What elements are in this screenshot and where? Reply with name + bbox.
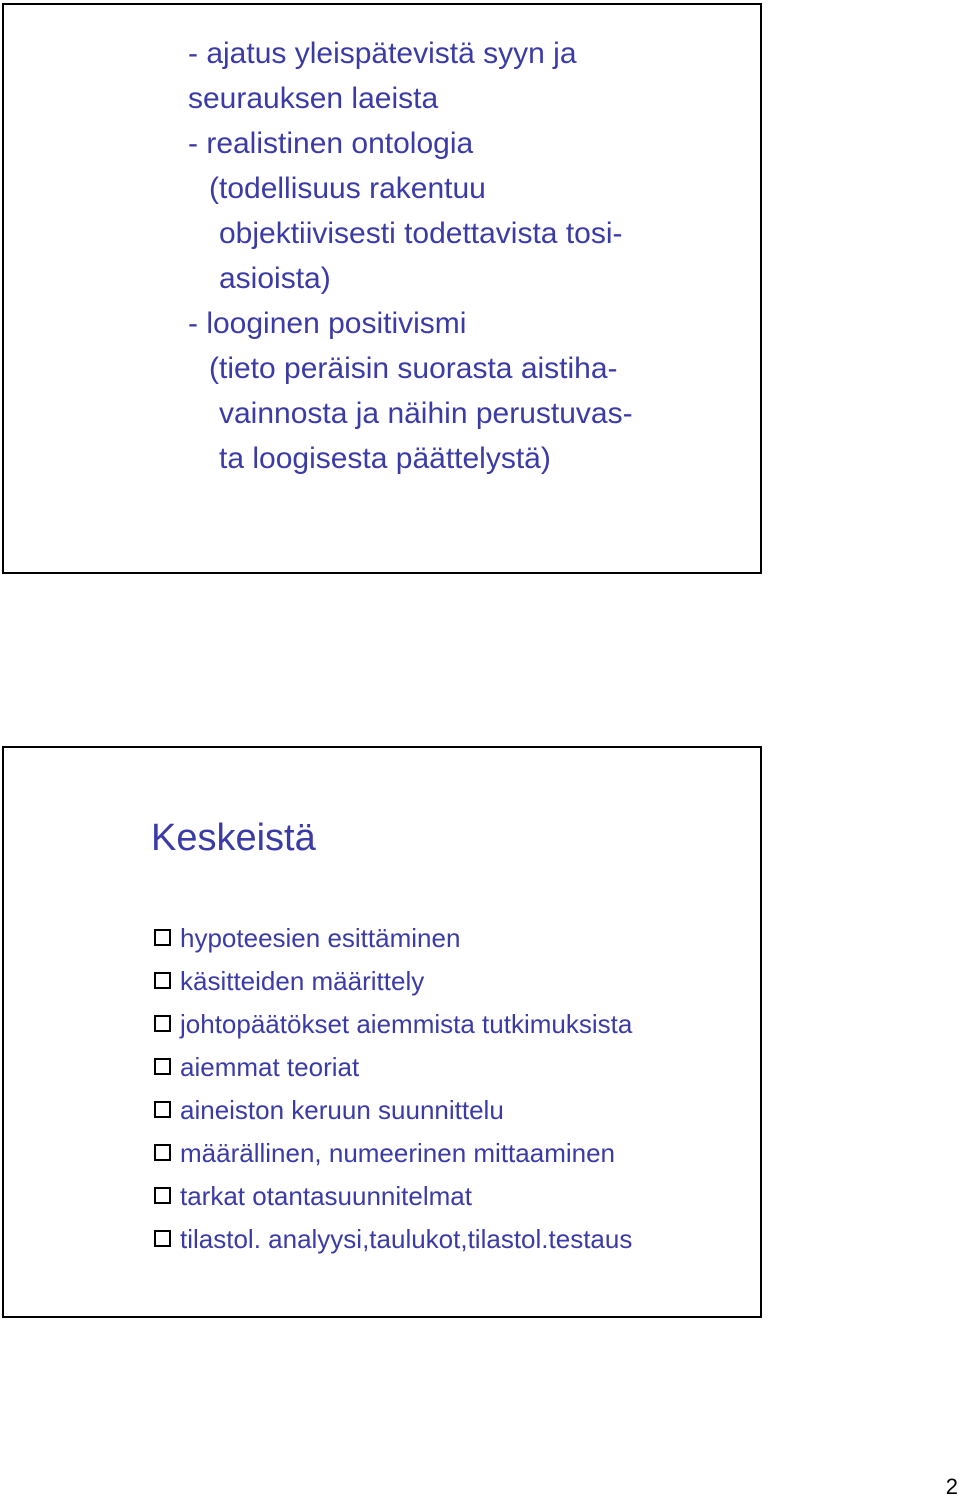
page-number: 2 xyxy=(945,1474,958,1499)
square-bullet-icon xyxy=(154,929,171,946)
slide-1 xyxy=(2,3,762,574)
list-item xyxy=(154,959,632,1002)
slide1-line: (todellisuus rakentuu xyxy=(209,172,486,205)
slide1-line: - looginen positivismi xyxy=(188,307,467,340)
square-bullet-icon xyxy=(154,972,171,989)
square-bullet-icon xyxy=(154,1101,171,1118)
slide1-line: seurauksen laeista xyxy=(188,82,439,115)
list-item xyxy=(154,1217,632,1260)
list-item-text: määrällinen, numeerinen mittaaminen xyxy=(180,1137,616,1168)
square-bullet-icon xyxy=(154,1187,171,1204)
list-item-text: tilastol. analyysi,taulukot,tilastol.testaus xyxy=(180,1223,633,1254)
list-item xyxy=(154,1088,632,1131)
square-bullet-icon xyxy=(154,1144,171,1161)
slide1-line: vainnosta ja näihin perustuvas- xyxy=(219,397,633,430)
square-bullet-icon xyxy=(154,1230,171,1247)
slide1-line: (tieto peräisin suorasta aistiha- xyxy=(209,352,618,385)
list-item xyxy=(154,1131,632,1174)
list-item xyxy=(154,916,632,959)
list-item-text: aineiston keruun suunnittelu xyxy=(180,1094,504,1125)
list-item-text: aiemmat teoriat xyxy=(180,1051,360,1082)
slide-title: Keskeistä xyxy=(151,817,316,859)
list-item xyxy=(154,1174,632,1217)
list-item-text: johtopäätökset aiemmista tutkimuksista xyxy=(180,1008,633,1039)
list-item-text: käsitteiden määrittely xyxy=(180,965,425,996)
list-item-text: hypoteesien esittäminen xyxy=(180,922,461,953)
square-bullet-icon xyxy=(154,1058,171,1075)
slide1-line: - realistinen ontologia xyxy=(188,127,474,160)
slide1-line: - ajatus yleispätevistä syyn ja xyxy=(188,37,577,70)
bullet-list xyxy=(154,916,632,1260)
slide1-line: objektiivisesti todettavista tosi- xyxy=(219,217,623,250)
slide1-line: ta loogisesta päättelystä) xyxy=(219,442,551,475)
square-bullet-icon xyxy=(154,1015,171,1032)
list-item xyxy=(154,1002,632,1045)
list-item xyxy=(154,1045,632,1088)
slide-2 xyxy=(2,746,762,1318)
list-item-text: tarkat otantasuunnitelmat xyxy=(180,1180,472,1211)
slide1-line: asioista) xyxy=(219,262,331,295)
